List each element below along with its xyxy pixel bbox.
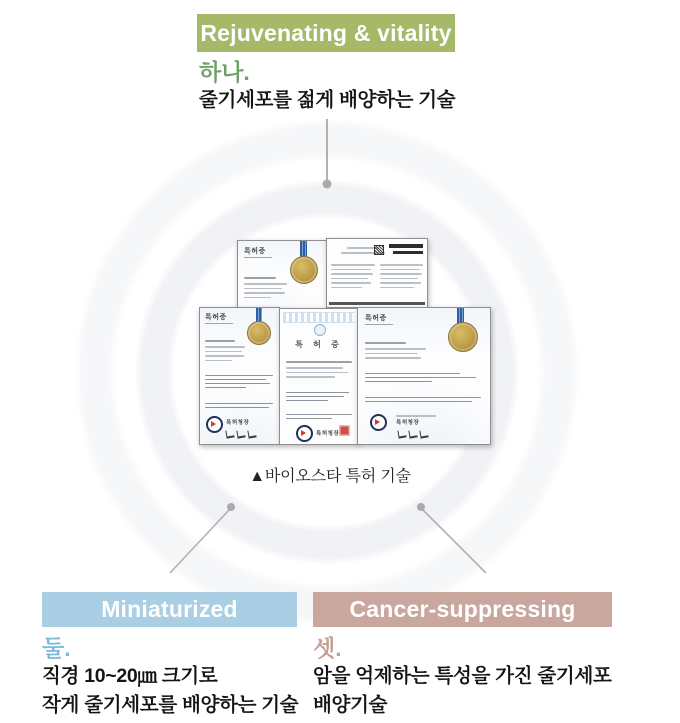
text-lines	[365, 370, 481, 385]
certificate-title: 특허증	[205, 314, 227, 324]
gold-medal-seal	[448, 322, 478, 352]
text-lines	[286, 357, 352, 381]
text-lines	[205, 336, 247, 364]
text-lines	[396, 415, 436, 417]
description-three-line1: 암을 억제하는 특성을 가진 줄기세포	[313, 665, 612, 687]
text-lines	[205, 372, 273, 391]
diagram-caption: ▲바이오스타 특허 기술	[249, 468, 411, 485]
red-stamp	[339, 425, 350, 436]
patent-certificate-bottom-left	[199, 307, 280, 445]
description-three-line2: 배양기술	[313, 694, 388, 716]
badge-miniaturized-label: Miniaturized	[101, 596, 238, 622]
certificate-title: 특 허 증	[295, 340, 343, 349]
description-two-line1: 직경 10~20㎛ 크기로	[42, 665, 218, 687]
issuer-label: 특허청장	[226, 420, 250, 426]
kipo-logo	[206, 416, 223, 433]
emblem-seal	[314, 324, 326, 336]
certificate-title: 특허증	[365, 315, 387, 325]
badge-cancer-suppressing-label: Cancer-suppressing	[349, 596, 576, 622]
text-lines	[205, 400, 273, 411]
decorative-border	[283, 312, 355, 323]
badge-miniaturized	[42, 592, 297, 627]
kipo-logo	[296, 425, 313, 442]
text-lines	[286, 389, 352, 404]
signature	[398, 430, 428, 438]
top-connector-dot	[323, 180, 332, 189]
patent-certificate-bottom-right	[357, 307, 491, 445]
gold-medal-seal	[290, 256, 318, 284]
left-connector-line	[170, 510, 229, 573]
description-one: 줄기세포를 젊게 배양하는 기술	[199, 89, 456, 111]
kipo-logo	[370, 414, 387, 431]
number-word-two: 둘.	[42, 635, 71, 661]
barcode-square	[374, 245, 384, 255]
badge-rejuvenating-label: Rejuvenating & vitality	[200, 19, 452, 46]
text-lines	[365, 338, 427, 362]
patent-document-top-right	[326, 238, 428, 308]
gold-medal-seal	[247, 321, 271, 345]
badge-rejuvenating	[197, 14, 455, 52]
number-word-one: 하나.	[199, 59, 250, 85]
text-lines	[286, 411, 352, 422]
patent-certificate-bottom-center	[279, 308, 359, 445]
description-two	[42, 662, 298, 720]
number-word-three: 셋.	[313, 635, 342, 661]
redacted-bar	[393, 251, 423, 254]
text-lines	[380, 261, 423, 291]
text-lines	[244, 273, 289, 301]
badge-cancer-suppressing	[313, 592, 612, 627]
signature	[226, 430, 256, 438]
certificate-title: 특허증	[244, 248, 266, 258]
description-three	[313, 662, 612, 720]
issuer-label: 특허청장	[316, 431, 340, 437]
redacted-bar	[389, 244, 423, 248]
issuer-label: 특허청장	[396, 420, 420, 426]
text-lines	[365, 394, 481, 405]
text-lines	[331, 261, 375, 291]
description-two-line2: 작게 줄기세포를 배양하는 기술	[42, 694, 299, 716]
right-connector-line	[423, 510, 486, 573]
document-footer-band	[329, 302, 425, 305]
